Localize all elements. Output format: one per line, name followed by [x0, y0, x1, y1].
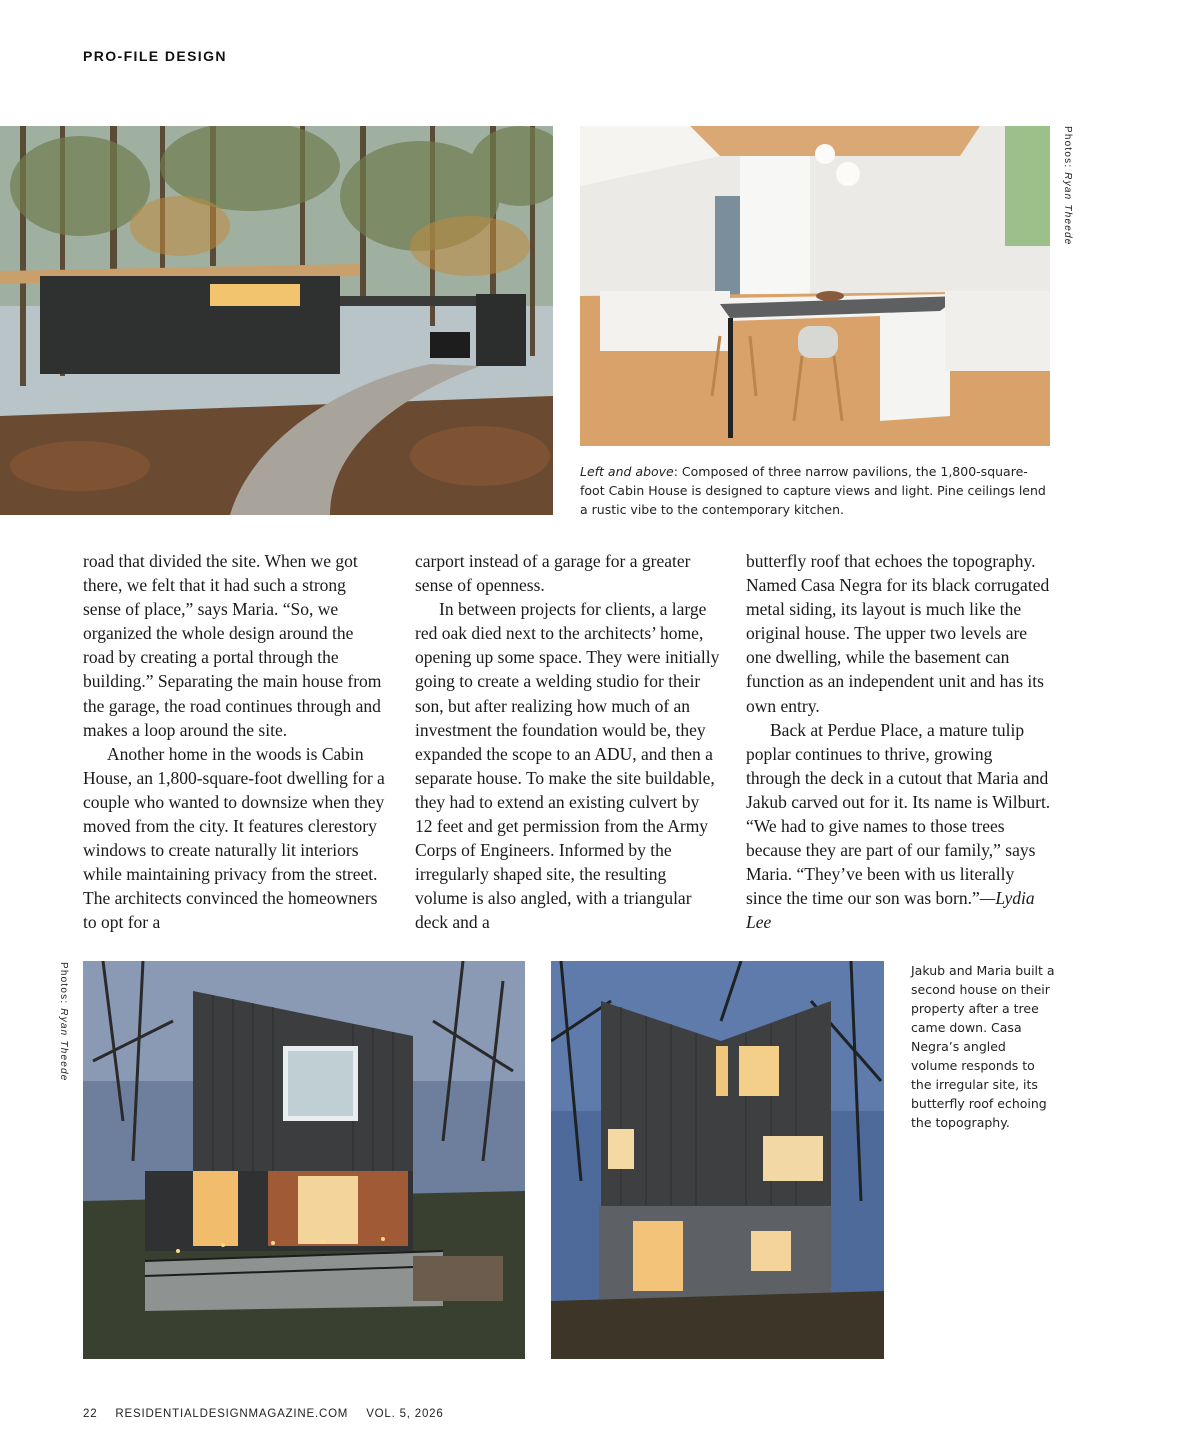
article-paragraph: butterfly roof that echoes the topography. Named Casa Negra for its black corrugated metal siding, its layout is much like the original house. The upper two levels are one dwelling, while the basement can function as an independent unit and has its own entry. [746, 551, 1050, 716]
article-paragraph: carport instead of a garage for a greater sense of openness. [415, 551, 691, 596]
article-paragraph: In between projects for clients, a large red oak died next to the architects’ home, opening up some space. They were initially going to create a welding studio for their son, but after realizing how much of an investment the foundation would be, they expanded the scope to an ADU, and then a separate house. To make the site buildable, they had to extend an existing culvert by 12 feet and get permission from the Army Corps of Engineers. Informed by the irregularly shaped site, the resulting volume is also angled, with a triangular deck and a [415, 599, 720, 933]
article-paragraph: Another home in the woods is Cabin House, an 1,800-square-foot dwelling for a couple who wanted to downsize when they moved from the city. It features clerestory windows to create naturally lit interiors while maintaining privacy from the street. The architects convinced the homeowners to opt for a [83, 743, 385, 933]
page-number: 22 [83, 1408, 98, 1420]
section-label: PRO-FILE DESIGN [83, 48, 227, 64]
caption-lead: Left and above [580, 464, 674, 479]
photo-credit-top [1062, 126, 1073, 246]
kitchen-interior-photo [580, 126, 1050, 446]
top-photo-caption [580, 462, 1050, 519]
page-footer [83, 1408, 458, 1420]
article-column-1 [83, 549, 388, 935]
article-paragraph-text: Back at Perdue Place, a mature tulip poplar continues to thrive, growing through the deck in a cutout that Maria and Jakub carved out for it. Its name is Wilburt. “We had to give names to those trees because they are part of our family,” says Maria. “They’ve been with us literally since the time our son was born.” [746, 719, 1051, 909]
article-paragraph [746, 718, 1051, 935]
cabin-house-exterior-photo [0, 126, 553, 515]
photo-credit-name: Ryan Theede [1062, 172, 1073, 246]
author-byline: —Lydia Lee [746, 888, 1035, 933]
casa-negra-rear-photo [551, 961, 884, 1359]
side-photo-caption: Jakub and Maria built a second house on their property after a tree came down. Casa Negra’s angled volume responds to the irregular site, its butterfly roof echoing the topography. [911, 963, 1055, 1130]
volume-info: VOL. 5, 2026 [366, 1408, 444, 1420]
article-paragraph: road that divided the site. When we got there, we felt that it had such a strong sense of place,” says Maria. “So, we organized the whole design around the road by creating a portal through the building.” Separating the main house from the garage, the road continues through and makes a loop around the site. [83, 551, 382, 740]
article-column-3 [746, 549, 1051, 935]
article-column-2 [415, 549, 720, 935]
photo-credit-name: Ryan Theede [58, 1008, 69, 1082]
photo-credit-label: Photos: [1062, 126, 1073, 169]
casa-negra-deck-photo [83, 961, 525, 1359]
photo-credit-bottom [58, 962, 69, 1082]
photo-credit-label: Photos: [58, 962, 69, 1005]
caption-text: : Composed of three narrow pavilions, the 1,800-square-foot Cabin House is designed to capture views and light. Pine ceilings lend a rustic vibe to the contemporary kitchen. [580, 464, 1046, 517]
magazine-website: RESIDENTIALDESIGNMAGAZINE.COM [115, 1408, 349, 1420]
